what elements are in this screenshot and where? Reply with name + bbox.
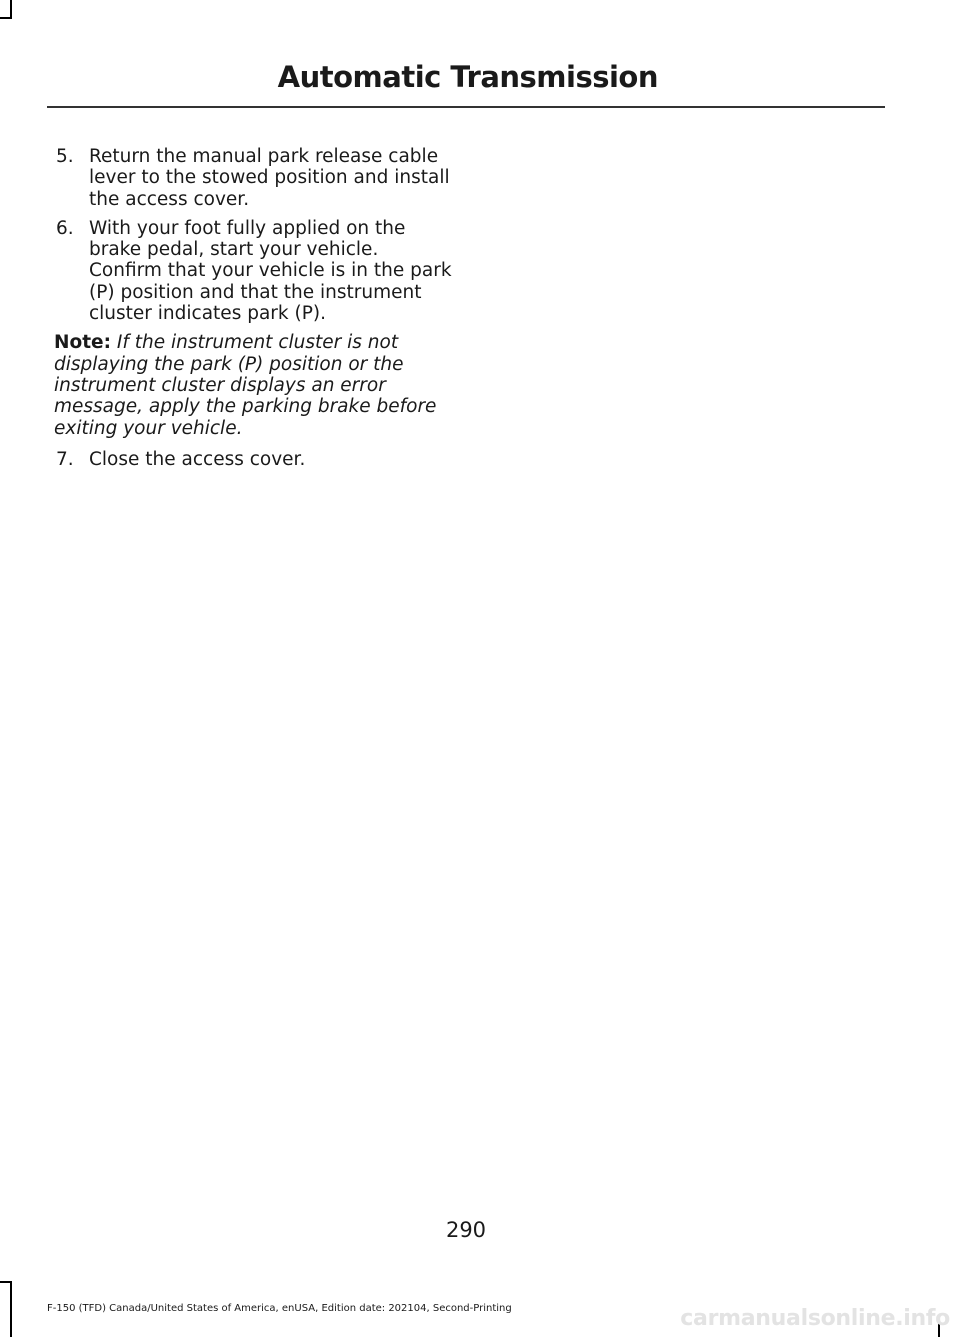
- section-title: Automatic Transmission: [277, 60, 658, 94]
- content-column: [54, 146, 454, 478]
- watermark-text: carmanualsonline.info: [680, 1306, 950, 1331]
- header-rule: [47, 106, 885, 108]
- note-label: Note:: [54, 332, 111, 354]
- step-number: 7.: [56, 448, 74, 470]
- step-text: Return the manual park release cable lever to the stowed position and install the access cover.: [89, 146, 450, 210]
- list-item-step-7: [54, 449, 454, 470]
- crop-mark: [10, 1281, 12, 1337]
- list-item-step-6: [54, 218, 454, 324]
- step-number: 6.: [56, 217, 74, 239]
- page-number: 290: [445, 1218, 487, 1242]
- crop-mark: [0, 17, 12, 19]
- step-number: 5.: [56, 146, 74, 167]
- list-item-step-5: [54, 146, 454, 210]
- step-text: With your foot fully applied on the brake pedal, start your vehicle. Confirm that your vehicle is in the park (P) position and that the instrument cluster indicates park (P).: [89, 217, 452, 325]
- note-text: If the instrument cluster is not displaying the park (P) position or the instrument cluster displays an error message, apply the parking brake before exiting your vehicle.: [54, 332, 437, 439]
- crop-mark: [0, 1281, 12, 1283]
- edition-footer: F-150 (TFD) Canada/United States of America, enUSA, Edition date: 202104, Second-Printing: [47, 1303, 512, 1314]
- step-text: Close the access cover.: [89, 448, 306, 470]
- note-block: [54, 332, 454, 438]
